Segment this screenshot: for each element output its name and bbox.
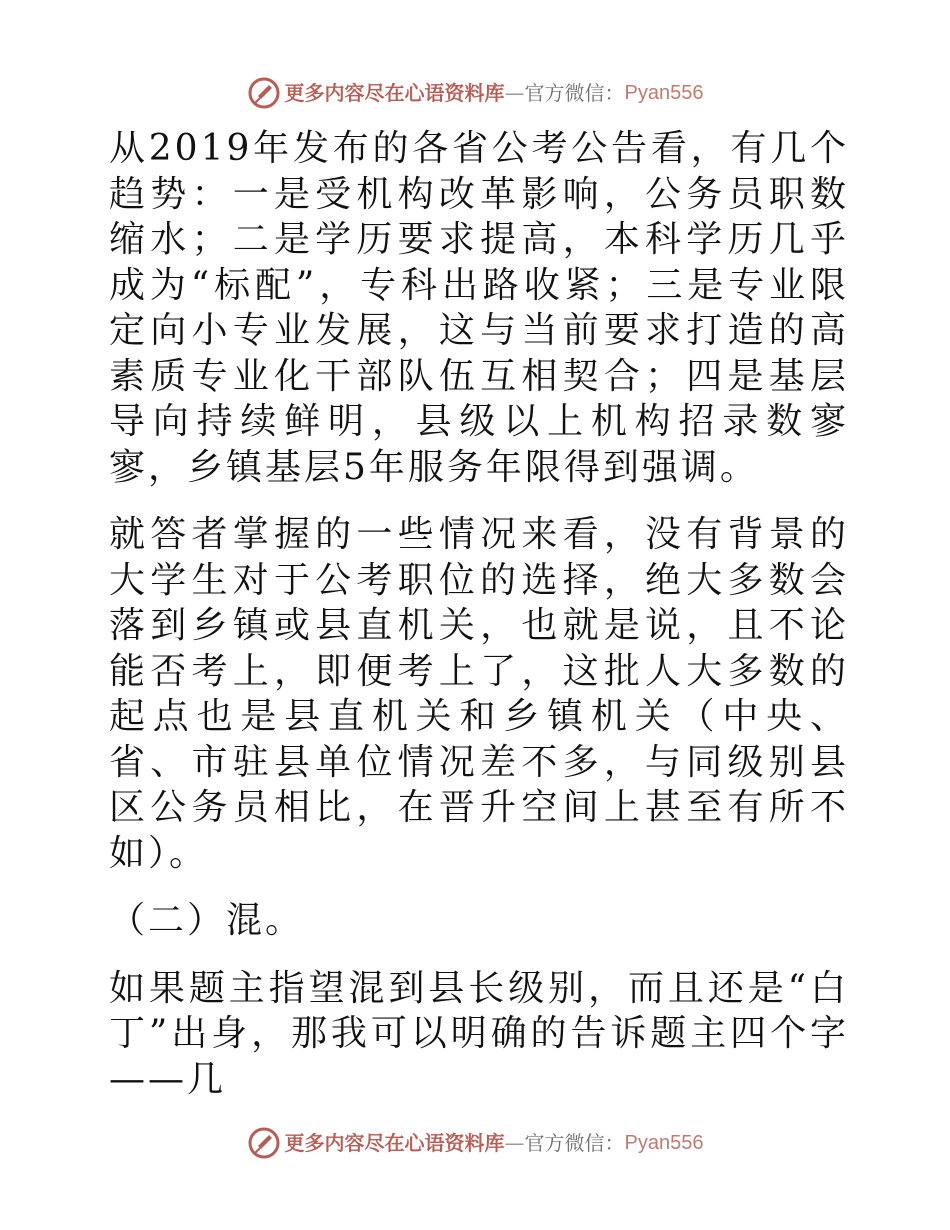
watermark-text: 更多内容尽在心语资料库 [284,81,505,105]
watermark-dash: — [504,81,525,105]
watermark-wechat-id: Pyan556 [624,1132,704,1154]
paragraph-3: （二）混。 [109,900,305,941]
paragraph-1: 从2019年发布的各省公考公告看，有几个趋势：一是受机构改革影响，公务员职数缩水；二是学历要求提高，本科学历几乎成为“标配”，专科出路收紧；三是专业限定向小专业发展，这与当前要求打造的高素质专业化干部队伍互相契合；四是基层导向持续鲜明，县级以上机构招录数寥寥，乡镇基层5年服务年限得到强调。 [109,128,849,488]
logo-icon [247,1126,281,1160]
watermark-dash: — [504,1131,525,1155]
document-body [97,126,849,1102]
watermark-wechat-id: Pyan556 [624,82,704,104]
watermark-footer [0,1126,950,1160]
watermark-label: 官方微信： [524,1131,625,1155]
watermark-text: 更多内容尽在心语资料库 [284,1131,505,1155]
paragraph-2: 就答者掌握的一些情况来看，没有背景的大学生对于公考职位的选择，绝大多数会落到乡镇或县直机关，也就是说，且不论能否考上，即便考上了，这批人大多数的起点也是县直机关和乡镇机关（中央、省、市驻县单位情况差不多，与同级别县区公务员相比，在晋升空间上甚至有所不如）。 [109,514,849,874]
paragraph-4: 如果题主指望混到县长级别，而且还是“白丁”出身，那我可以明确的告诉题主四个字——几 [109,967,849,1100]
logo-icon [247,76,281,110]
watermark-header [0,76,950,110]
watermark-label: 官方微信： [524,81,625,105]
